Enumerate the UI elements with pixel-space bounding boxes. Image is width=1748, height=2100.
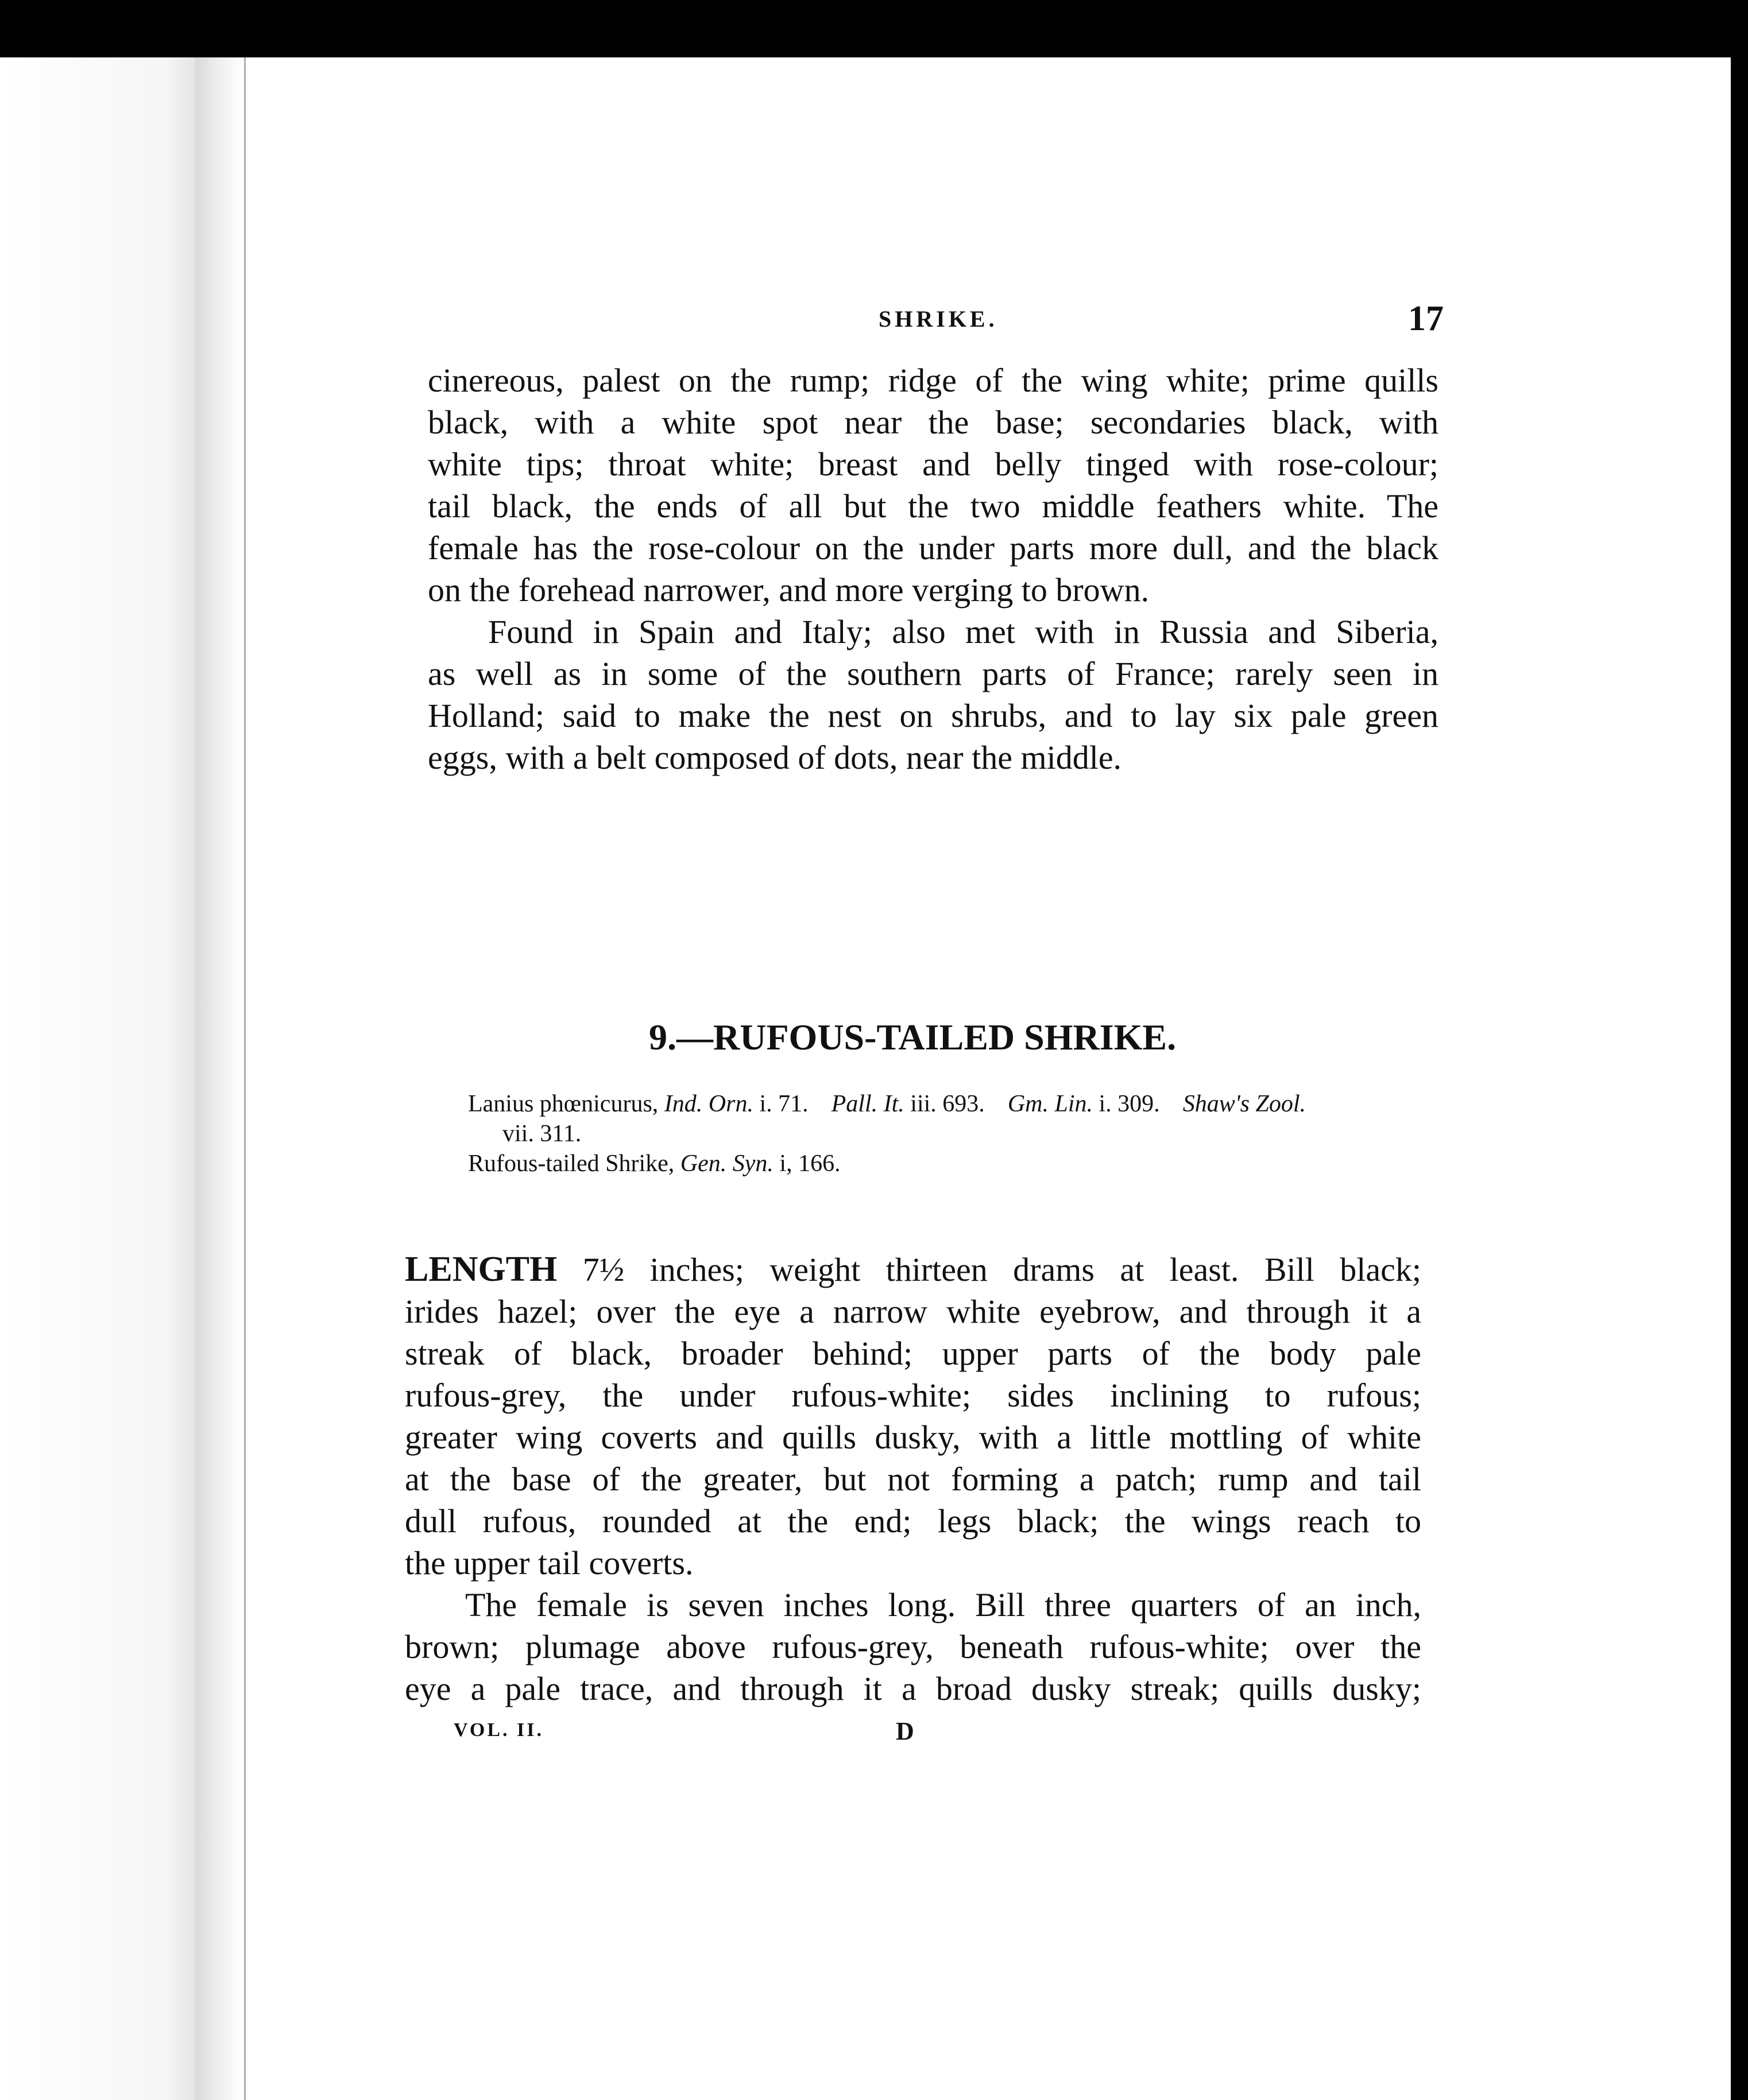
section-heading: 9.—RUFOUS-TAILED SHRIKE. [649, 1017, 1177, 1057]
text-line: cinereous, palest on the rump; ridge of the wing white; prime quills [428, 362, 1438, 399]
reference-title: Pall. It. [831, 1091, 904, 1117]
lead-word: LENGTH [405, 1250, 558, 1289]
page-number: 17 [1408, 299, 1444, 338]
synonym-line [468, 1089, 1416, 1119]
synonym-name: Lanius phœnicurus, [468, 1091, 659, 1117]
text-line: Holland; said to make the nest on shrubs, and to lay six pale green [428, 697, 1438, 734]
synonym-name: Rufous-tailed Shrike, [468, 1150, 675, 1177]
footer-signature: D [896, 1717, 914, 1745]
facing-page-edge [0, 57, 195, 2100]
text-span: 7½ inches; weight thirteen drams at least. Bill black; [582, 1251, 1421, 1288]
text-line [405, 1249, 1421, 1291]
footer-volume: VOL. II. [454, 1719, 544, 1741]
reference-title: Gen. Syn. [680, 1150, 774, 1177]
page-gutter-shadow [195, 57, 241, 2100]
text-line: brown; plumage above rufous-grey, beneath rufous-white; over the [405, 1628, 1421, 1665]
text-line: Found in Spain and Italy; also met with in Russia and Siberia, [488, 613, 1438, 650]
reference-title: Shaw's Zool. [1182, 1091, 1306, 1117]
text-line: The female is seven inches long. Bill three quarters of an inch, [465, 1586, 1421, 1624]
synonym-line [468, 1149, 1416, 1179]
text-line: eggs, with a belt composed of dots, near the middle. [428, 739, 1122, 776]
reference-locator: i. 309. [1099, 1091, 1160, 1117]
text-line: greater wing coverts and quills dusky, with a little mottling of white [405, 1419, 1421, 1456]
reference-title: Ind. Orn. [664, 1091, 753, 1117]
text-line: the upper tail coverts. [405, 1544, 694, 1582]
text-line: white tips; throat white; breast and belly tinged with rose-colour; [428, 445, 1438, 483]
text-line: at the base of the greater, but not forming a patch; rump and tail [405, 1460, 1421, 1498]
species-description [405, 1249, 1421, 1710]
running-head: SHRIKE. [879, 306, 998, 332]
text-line: tail black, the ends of all but the two middle feathers white. The [428, 487, 1438, 525]
text-line: black, with a white spot near the base; secondaries black, with [428, 404, 1438, 441]
page-edge [244, 57, 246, 2100]
scan-border-right [1731, 0, 1748, 2100]
reference-locator: i, 166. [779, 1150, 841, 1177]
synonymy-references [468, 1089, 1416, 1179]
text-line: as well as in some of the southern parts of France; rarely seen in [428, 655, 1438, 692]
synonym-line: vii. 311. [502, 1121, 582, 1147]
continued-description [428, 359, 1438, 778]
reference-locator: iii. 693. [910, 1091, 985, 1117]
reference-title: Gm. Lin. [1007, 1091, 1093, 1117]
text-line: rufous-grey, the under rufous-white; sides inclining to rufous; [405, 1377, 1421, 1414]
text-line: streak of black, broader behind; upper parts of the body pale [405, 1335, 1421, 1372]
text-line: eye a pale trace, and through it a broad dusky streak; quills dusky; [405, 1670, 1421, 1707]
scan-border-top [0, 0, 1748, 57]
text-line: dull rufous, rounded at the end; legs black; the wings reach to [405, 1502, 1421, 1540]
text-line: irides hazel; over the eye a narrow white eyebrow, and through it a [405, 1293, 1421, 1330]
text-line: on the forehead narrower, and more verging to brown. [428, 571, 1150, 609]
text-line: female has the rose-colour on the under parts more dull, and the black [428, 529, 1438, 567]
reference-locator: i. 71. [759, 1091, 809, 1117]
